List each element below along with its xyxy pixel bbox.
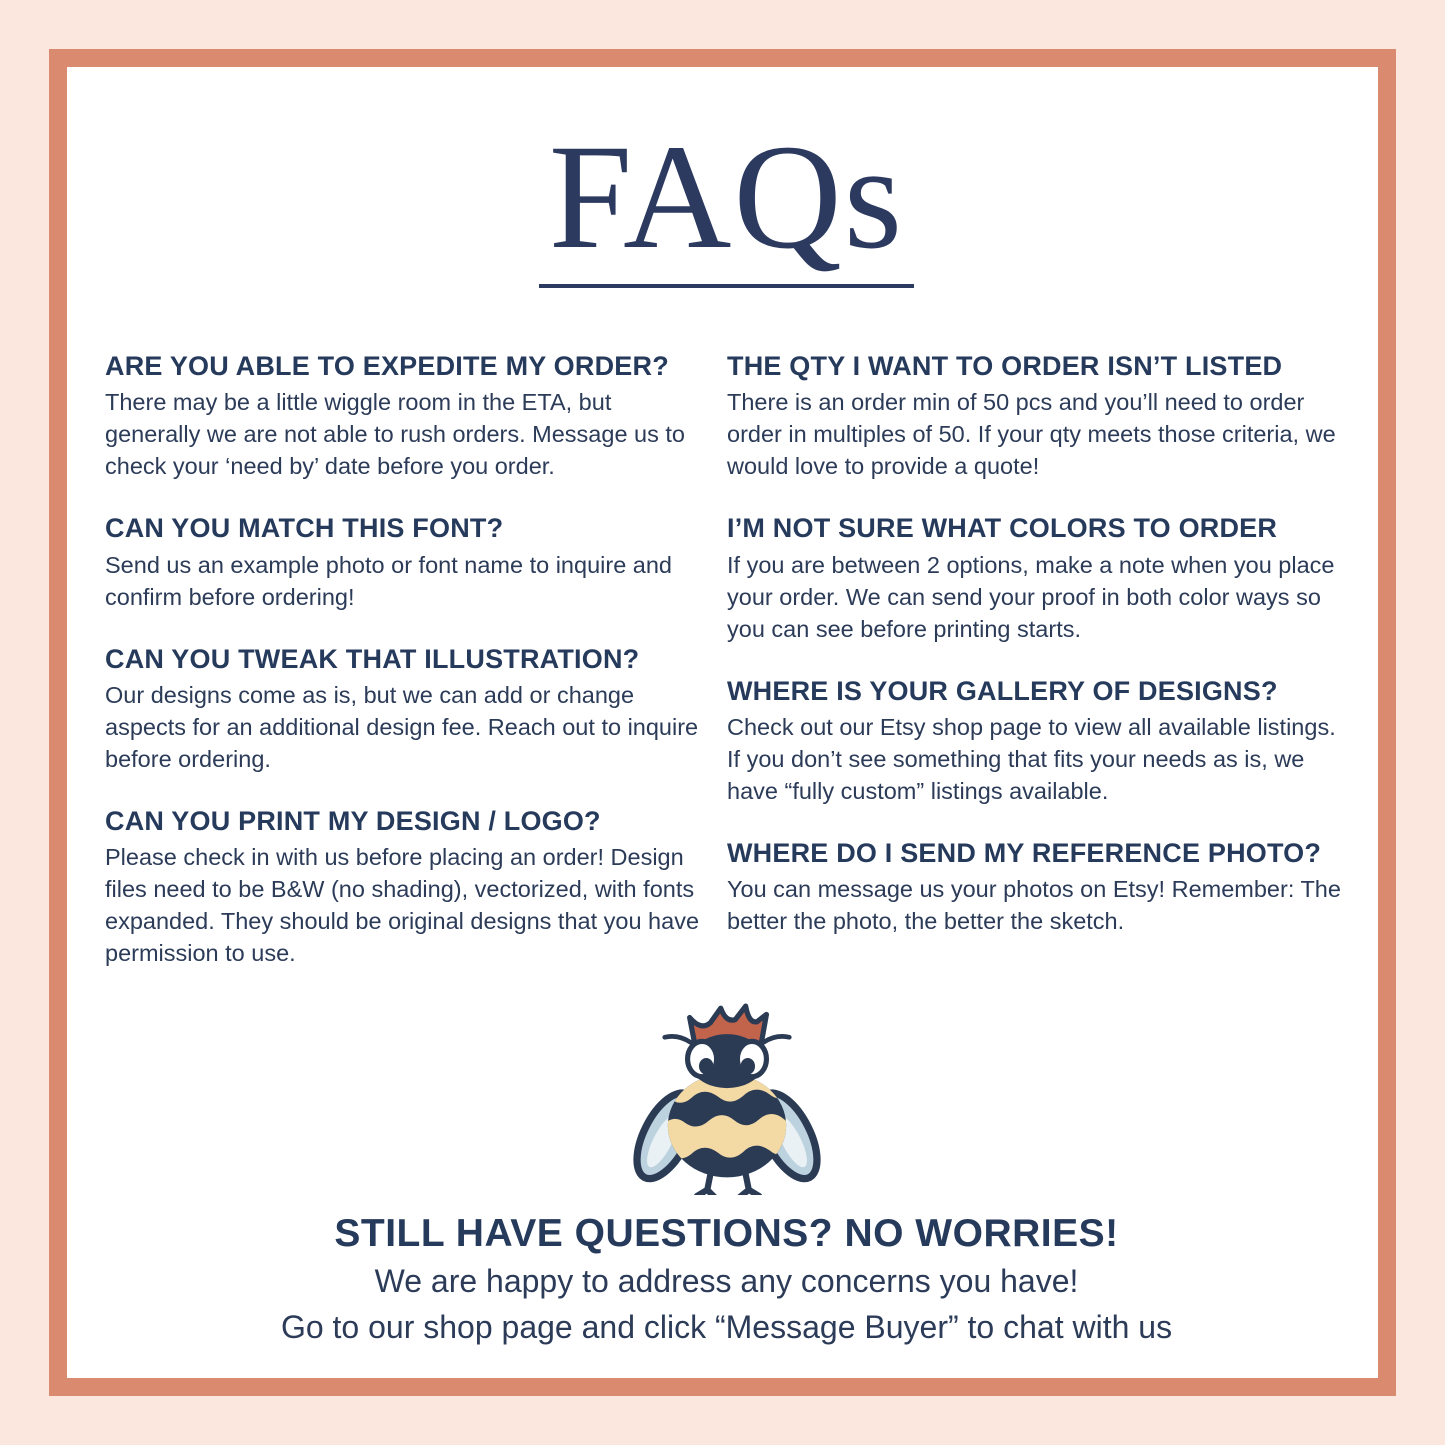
faq-item <box>727 837 1348 938</box>
faq-columns <box>105 350 1348 999</box>
faq-question: CAN YOU TWEAK THAT ILLUSTRATION? <box>105 643 640 674</box>
faq-item <box>105 350 703 483</box>
faq-column-right <box>727 350 1348 999</box>
queen-bee-illustration <box>105 1003 1348 1195</box>
faq-question: ARE YOU ABLE TO EXPEDITE MY ORDER? <box>105 351 669 381</box>
footer-section <box>105 1211 1348 1351</box>
faq-item <box>727 675 1348 808</box>
footer-line-1: We are happy to address any concerns you have! <box>374 1262 1079 1299</box>
faq-item <box>105 643 703 776</box>
faq-answer: You can message us your photos on Etsy! Remember: The better the photo, the better the sketch. <box>727 876 1341 935</box>
faq-answer: Send us an example photo or font name to inquire and confirm before ordering! <box>105 551 672 610</box>
faq-answer: There is an order min of 50 pcs and you’ll need to order order in multiples of 50. If your qty meets those criteria, we would love to provide a quote! <box>727 389 1336 480</box>
faq-item <box>727 350 1348 483</box>
page-title: FAQs <box>539 133 914 288</box>
faq-item <box>105 805 703 970</box>
faq-question: CAN YOU PRINT MY DESIGN / LOGO? <box>105 805 601 836</box>
bee-icon <box>628 1003 826 1195</box>
faq-column-left <box>105 350 703 999</box>
faq-question: THE QTY I WANT TO ORDER ISN’T LISTED <box>727 351 1283 381</box>
faq-question: WHERE IS YOUR GALLERY OF DESIGNS? <box>727 675 1278 706</box>
faq-question: WHERE DO I SEND MY REFERENCE PHOTO? <box>727 837 1322 868</box>
bee-mid-stripe <box>659 1114 794 1158</box>
faq-question: I’M NOT SURE WHAT COLORS TO ORDER <box>727 513 1278 544</box>
page-inner-frame <box>49 49 1396 1396</box>
footer-line-2: Go to our shop page and click “Message Buyer” to chat with us <box>280 1309 1173 1346</box>
faq-answer: Please check in with us before placing an order! Design files need to be B&W (no shading), vectorized, with fonts expanded. They should be original designs that you have permission to use. <box>105 844 700 967</box>
faq-answer: There may be a little wiggle room in the ETA, but generally we are not able to rush orders. Message us to check your ‘need by’ date before you order. <box>105 389 685 480</box>
title-section <box>105 114 1348 288</box>
faq-answer: If you are between 2 options, make a note when you place your order. We can send your proof in both color ways so you can see before printing starts. <box>727 551 1335 642</box>
faq-answer: Our designs come as is, but we can add or change aspects for an additional design fee. Reach out to inquire before ordering. <box>105 681 699 772</box>
faq-item <box>105 512 703 613</box>
faq-answer: Check out our Etsy shop page to view all available listings. If you don’t see something that fits your needs as is, we have “fully custom” listings available. <box>727 713 1336 804</box>
footer-heading: STILL HAVE QUESTIONS? NO WORRIES! <box>334 1212 1119 1255</box>
faq-item <box>727 512 1348 645</box>
faq-question: CAN YOU MATCH THIS FONT? <box>105 513 504 544</box>
